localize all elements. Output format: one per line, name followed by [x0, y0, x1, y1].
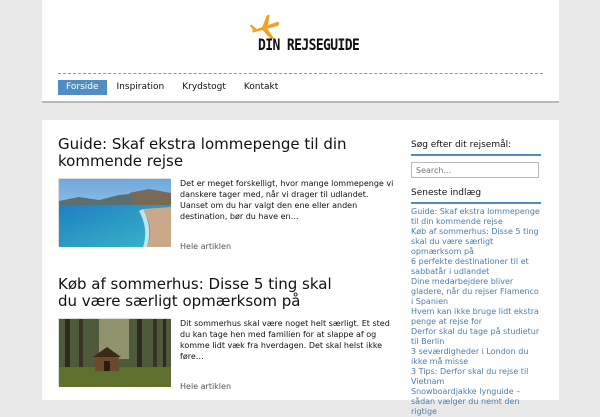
site-header: [42, 0, 559, 103]
post-title[interactable]: Køb af sommerhus: Disse 5 ting skal du være særligt opmærksom på: [58, 275, 332, 310]
recent-posts-list: [411, 207, 541, 417]
sidebar: [411, 140, 541, 417]
main-content: [42, 120, 559, 416]
post-card: [58, 135, 398, 251]
post-excerpt: Dit sommerhus skal være noget helt særligt. Et sted du kan tage hen med familien for at slappe af og komme lidt væk fra hverdagen. Det skal helst ikke føre…: [180, 319, 390, 361]
main-nav: [58, 80, 288, 95]
read-more-link[interactable]: Hele artiklen: [180, 382, 232, 391]
recent-post-link[interactable]: 3 Tips: Derfor skal du rejse til Vietnam: [411, 367, 529, 386]
read-more-link[interactable]: Hele artiklen: [180, 242, 232, 251]
nav-divider: [58, 73, 543, 74]
recent-post-link[interactable]: Derfor skal du tage på studietur til Berlin: [411, 327, 540, 346]
search-input[interactable]: [411, 162, 539, 178]
recent-post-link[interactable]: Køb af sommerhus: Disse 5 ting skal du være særligt opmærksom på: [411, 227, 539, 256]
recent-posts-title: Seneste indlæg: [411, 188, 541, 204]
recent-post-link[interactable]: 3 seværdigheder i London du ikke må misse: [411, 347, 529, 366]
recent-post-link[interactable]: Hvem kan ikke bruge lidt ekstra penge at rejse for: [411, 307, 539, 326]
site-logo[interactable]: [250, 14, 360, 54]
beach-coast-photo[interactable]: [58, 178, 170, 246]
nav-item-kontakt[interactable]: Kontakt: [243, 82, 279, 92]
recent-post-link[interactable]: Snowboardjakke lynguide – sådan vælger du nemt den rigtige: [411, 387, 521, 416]
logo-text: DIN REJSEGUIDE: [258, 36, 360, 55]
post-excerpt: Det er meget forskelligt, hvor mange lommepenge vi danskere tager med, når vi drager til udlandet. Uanset om du har valgt den ene eller anden destination, bør du have en…: [180, 179, 394, 221]
nav-item-inspiration[interactable]: Inspiration: [116, 82, 165, 92]
forest-cabin-photo[interactable]: [58, 318, 170, 386]
header-shadow: [42, 101, 559, 103]
post-title[interactable]: Guide: Skaf ekstra lommepenge til din kommende rejse: [58, 135, 347, 170]
nav-item-forside[interactable]: Forside: [58, 80, 107, 95]
search-widget-title: Søg efter dit rejsemål:: [411, 140, 541, 156]
recent-post-link[interactable]: Guide: Skaf ekstra lommepenge til din kommende rejse: [411, 207, 540, 226]
recent-post-link[interactable]: 6 perfekte destinationer til et sabbatår i udlandet: [411, 257, 529, 276]
nav-item-krydstogt[interactable]: Krydstogt: [182, 82, 226, 92]
recent-post-link[interactable]: Dine medarbejdere bliver gladere, når du rejser Flamenco i Spanien: [411, 277, 539, 306]
post-card: [58, 276, 398, 396]
